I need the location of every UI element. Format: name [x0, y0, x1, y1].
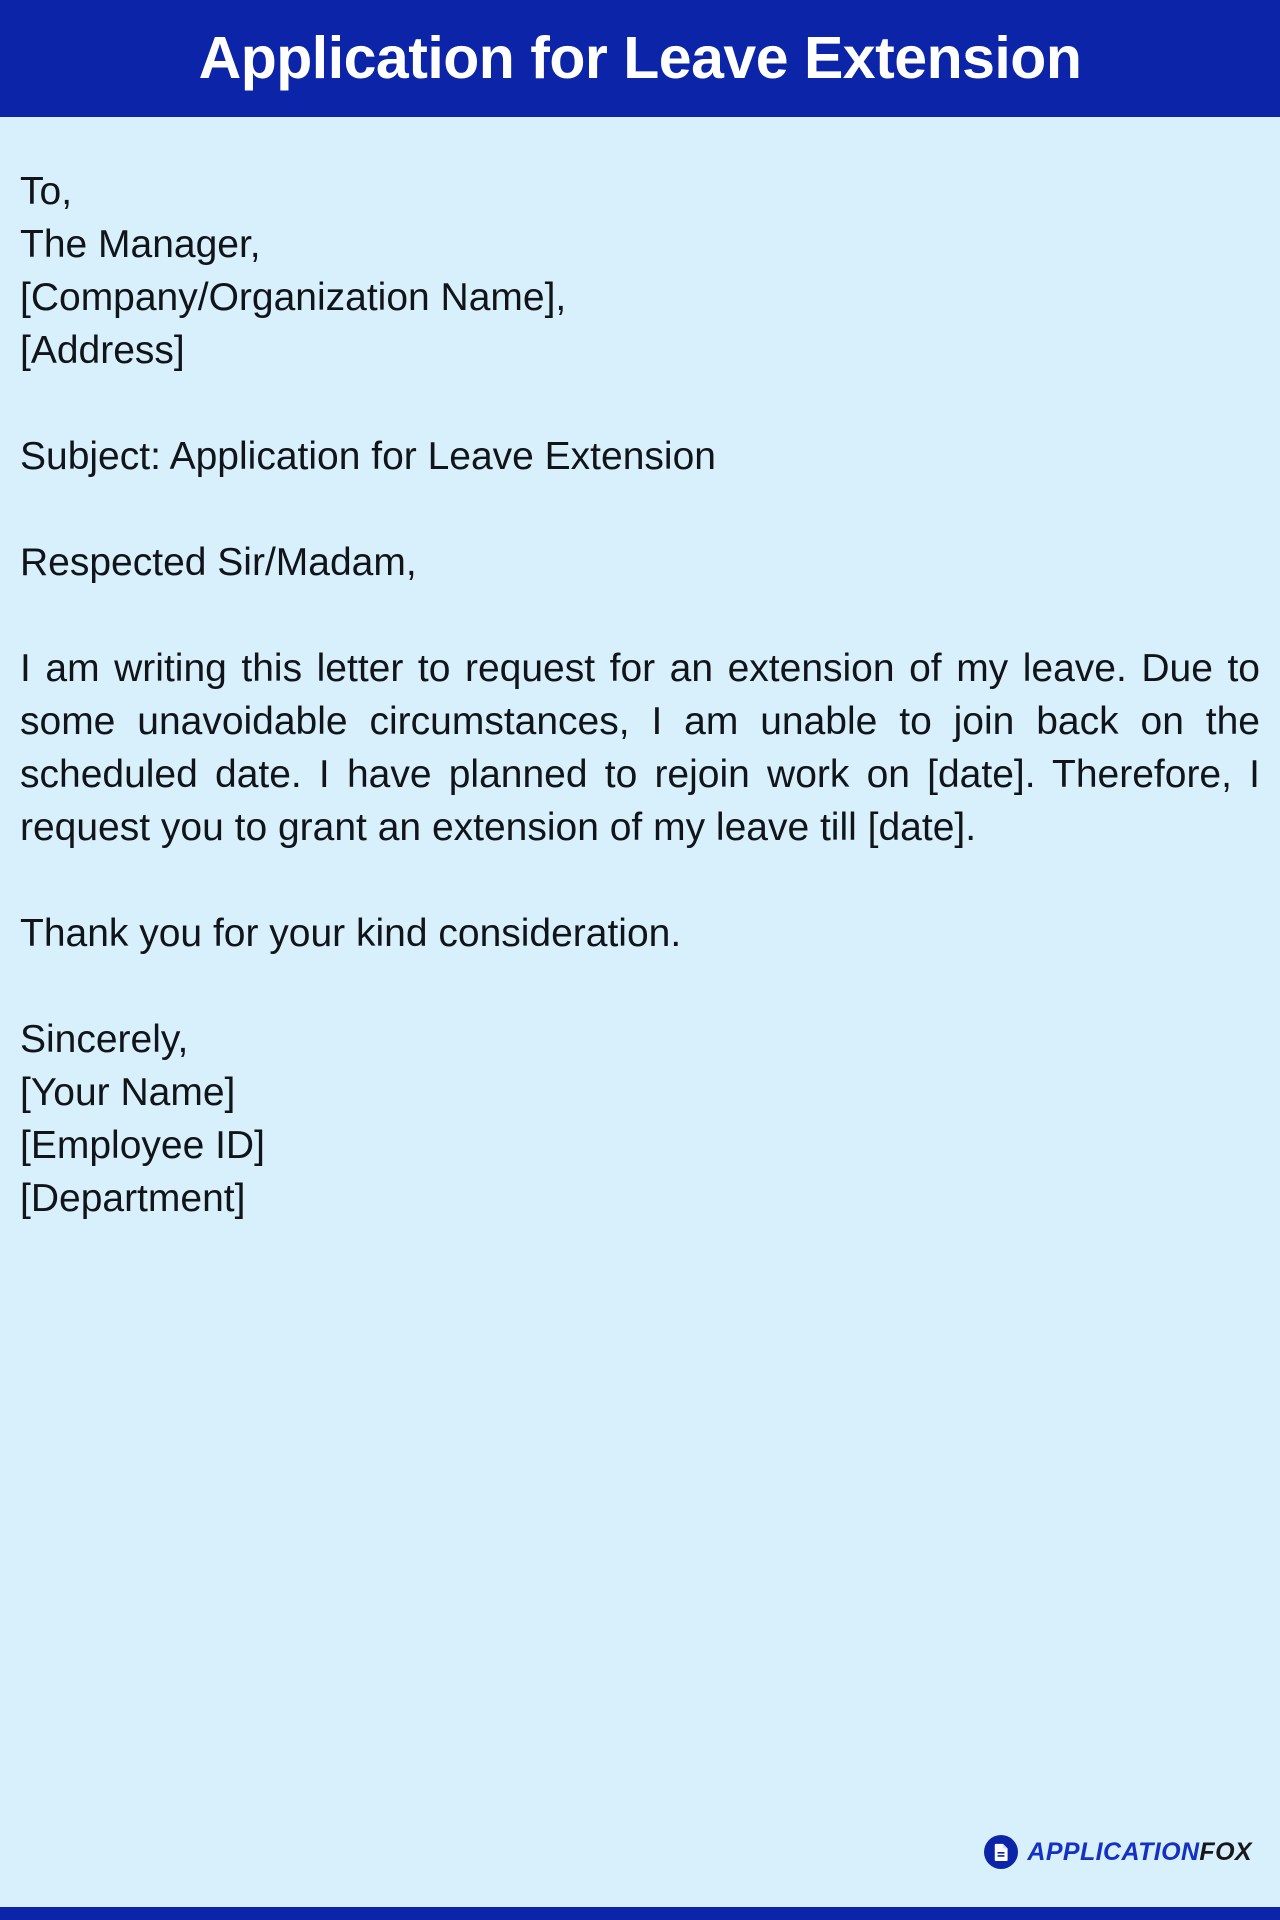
salutation-block: [20, 536, 1258, 589]
closing-line-sincerely: Sincerely,: [20, 1018, 189, 1061]
brand-name: [1027, 1837, 1252, 1866]
closing-line-employee-id: [Employee ID]: [20, 1124, 265, 1167]
brand-logo: [984, 1835, 1252, 1869]
salutation-line: Respected Sir/Madam,: [20, 541, 417, 584]
subject-line: Subject: Application for Leave Extension: [20, 435, 716, 478]
page-header: [0, 0, 1280, 117]
recipient-line-to: To,: [20, 170, 73, 213]
recipient-line-manager: The Manager,: [20, 223, 261, 266]
subject-block: [20, 430, 1258, 483]
recipient-line-company: [Company/Organization Name],: [20, 276, 567, 319]
brand-name-part1: APPLICATION: [1027, 1837, 1200, 1866]
spacer-after-body: [20, 854, 1258, 907]
thanks-line: Thank you for your kind consideration.: [20, 912, 682, 955]
spacer-after-subject: [20, 483, 1258, 536]
spacer-after-thanks: [20, 960, 1258, 1013]
footer-accent-bar: [0, 1907, 1280, 1920]
closing-line-name: [Your Name]: [20, 1071, 236, 1114]
recipient-block: [20, 165, 1258, 377]
page-title: Application for Leave Extension: [198, 25, 1082, 91]
spacer-after-recipient: [20, 377, 1258, 430]
recipient-line-address: [Address]: [20, 329, 185, 372]
brand-name-part2: FOX: [1199, 1837, 1252, 1866]
closing-block: [20, 1013, 1258, 1225]
spacer-after-salutation: [20, 589, 1258, 642]
closing-line-department: [Department]: [20, 1177, 246, 1220]
thanks-block: [20, 907, 1258, 960]
letter-body: [0, 117, 1280, 1907]
body-paragraph: I am writing this letter to request for an extension of my leave. Due to some unavoidable circumstances, I am unable to join back on the scheduled date. I have planned to rejoin work on [date]. Therefore, I request you to grant an extension of my leave till [date].: [20, 647, 1260, 849]
document-icon: [984, 1835, 1018, 1869]
